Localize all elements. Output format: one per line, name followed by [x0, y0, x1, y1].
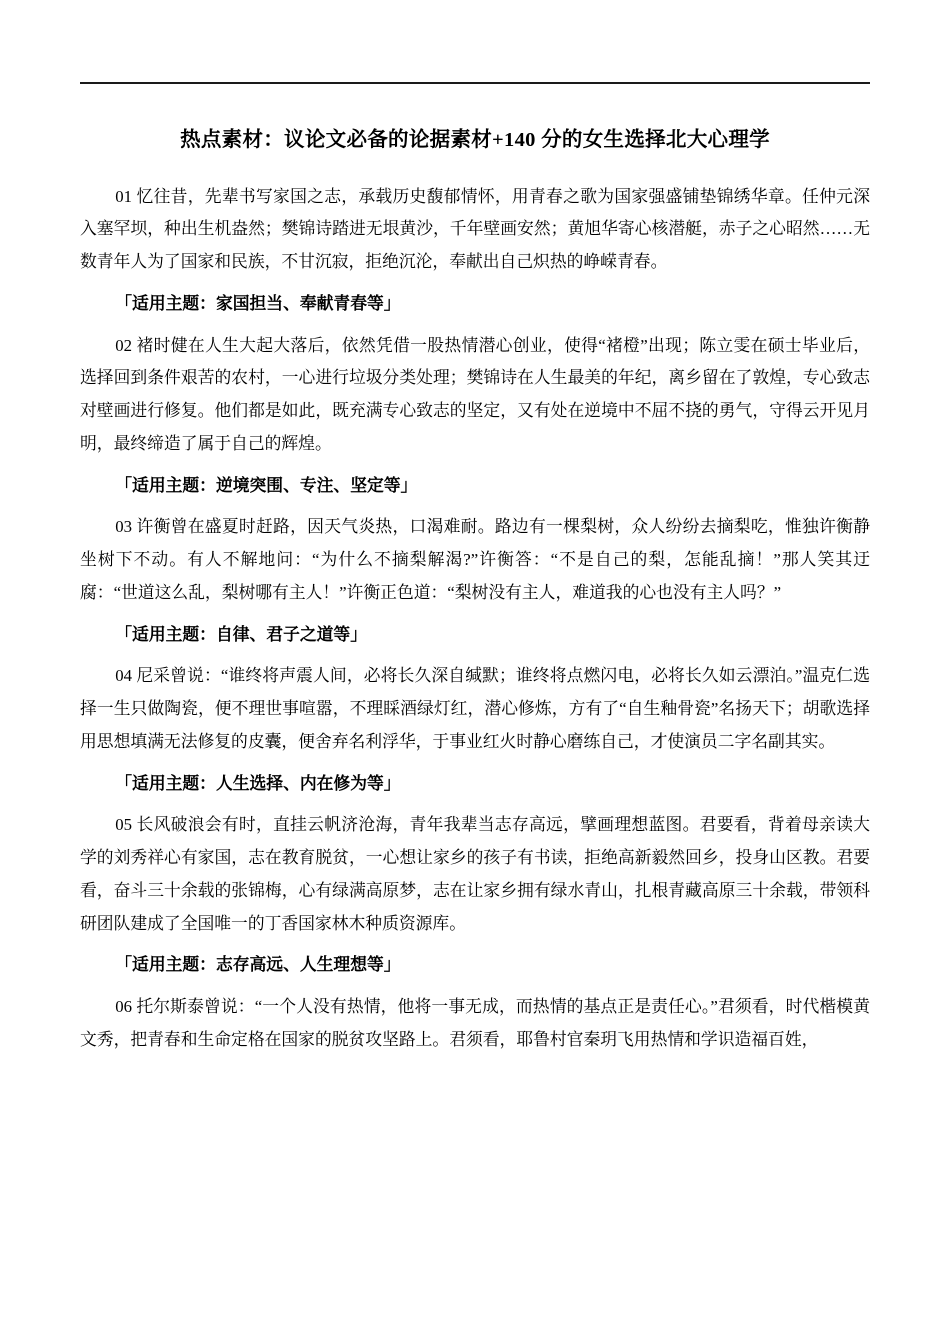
body-paragraph: 04 尼采曾说：“谁终将声震人间，必将长久深自缄默；谁终将点燃闪电，必将长久如云漂泊。”温克仁选择一生只做陶瓷，便不理世事喧嚣，不理睬酒绿灯红，潜心修炼，方有了“自生釉骨瓷”名扬天下；胡歌选择用思想填满无法修复的皮囊，便舍弃名利浮华，于事业红火时静心磨练自己，才使演员二字名副其实。 — [80, 666, 870, 751]
document-body — [80, 181, 870, 1057]
applicable-theme: 「适用主题：家国担当、奉献青春等」 — [115, 293, 401, 313]
header-divider — [80, 82, 870, 84]
applicable-theme: 「适用主题：自律、君子之道等」 — [115, 624, 367, 644]
body-paragraph: 03 许衡曾在盛夏时赶路，因天气炎热，口渴难耐。路边有一棵梨树，众人纷纷去摘梨吃，惟独许衡静坐树下不动。有人不解地问：“为什么不摘梨解渴?”许衡答：“不是自己的梨，怎能乱摘！”那人笑其迂腐：“世道这么乱，梨树哪有主人！”许衡正色道：“梨树没有主人，难道我的心也没有主人吗？” — [80, 517, 870, 602]
body-paragraph: 02 褚时健在人生大起大落后，依然凭借一股热情潜心创业，使得“褚橙”出现；陈立雯在硕士毕业后，选择回到条件艰苦的农村，一心进行垃圾分类处理；樊锦诗在人生最美的年纪，离乡留在了敦煌，专心致志对壁画进行修复。他们都是如此，既充满专心致志的坚定，又有处在逆境中不屈不挠的勇气，守得云开见月明，最终缔造了属于自己的辉煌。 — [80, 335, 870, 453]
body-paragraph: 06 托尔斯泰曾说：“一个人没有热情，他将一事无成，而热情的基点正是责任心。”君须看，时代楷模黄文秀，把青春和生命定格在国家的脱贫攻坚路上。君须看，耶鲁村官秦玥飞用热情和学识造福百姓， — [80, 997, 870, 1049]
body-paragraph: 05 长风破浪会有时，直挂云帆济沧海，青年我辈当志存高远，擘画理想蓝图。君要看，背着母亲读大学的刘秀祥心有家国，志在教育脱贫，一心想让家乡的孩子有书读，拒绝高新毅然回乡，投身山区教。君要看，奋斗三十余载的张锦梅，心有绿满高原梦，志在让家乡拥有绿水青山，扎根青藏高原三十余载，带领科研团队建成了全国唯一的丁香国家林木种质资源库。 — [80, 815, 870, 933]
body-paragraph: 01 忆往昔，先辈书写家国之志，承载历史馥郁情怀，用青春之歌为国家强盛铺垫锦绣华章。任仲元深入塞罕坝，种出生机盎然；樊锦诗踏进无垠黄沙，千年壁画安然；黄旭华寄心核潜艇，赤子之心昭然……无数青年人为了国家和民族，不甘沉寂，拒绝沉沦，奉献出自己炽热的峥嵘青春。 — [80, 186, 870, 272]
applicable-theme: 「适用主题：逆境突围、专注、坚定等」 — [115, 475, 418, 495]
page-title: 热点素材：议论文必备的论据素材+140 分的女生选择北大心理学 — [180, 129, 770, 151]
applicable-theme: 「适用主题：志存高远、人生理想等」 — [115, 955, 401, 975]
applicable-theme: 「适用主题：人生选择、内在修为等」 — [115, 773, 401, 793]
